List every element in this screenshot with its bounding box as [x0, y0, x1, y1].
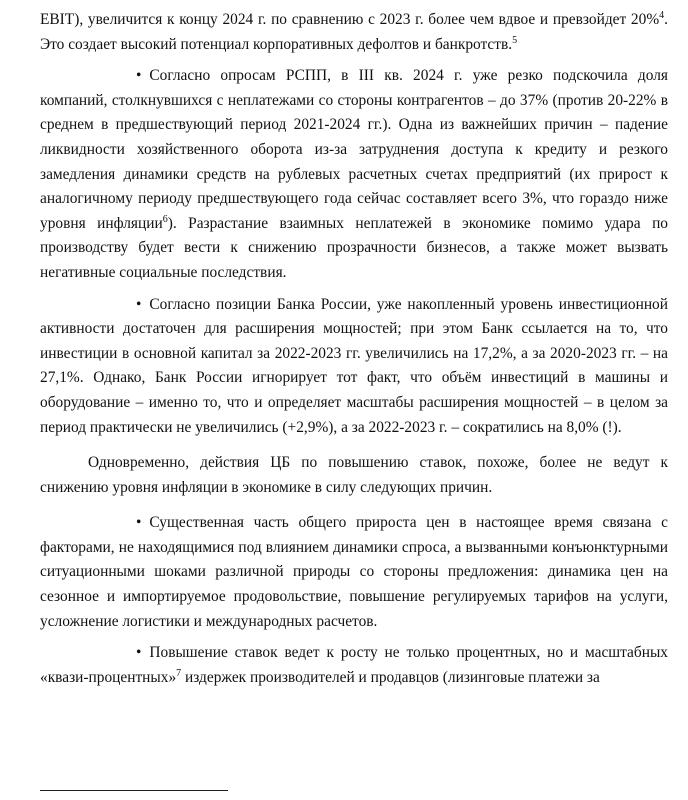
paragraph-text: . Это создает высокий потенциал корпоративных дефолтов и банкротств.	[40, 11, 668, 53]
paragraph-text: ). Разрастание взаимных неплатежей в экономике помимо удара по производству будет вести к снижению прозрачности бизнесов, а также может вызвать негативные социальные последствия.	[40, 214, 668, 281]
bullet-icon: •	[136, 644, 142, 662]
footnote-ref-7[interactable]: 7	[176, 667, 182, 679]
paragraph-text: издержек производителей и продавцов (лизинговые платежи за	[181, 668, 600, 686]
bullet-icon: •	[136, 514, 142, 532]
paragraph-text: Одновременно, действия ЦБ по повышению ставок, похоже, более не ведут к снижению уровня инфляции в экономике в силу следующих причин.	[40, 454, 668, 496]
bullet-supply-shocks	[40, 511, 668, 634]
paragraph-cb-rate-policy	[40, 451, 668, 500]
paragraph-text: Существенная часть общего прироста цен в настоящее время связана с факторами, не находящимися под влиянием динамики спроса, а вызванными конъюнктурными ситуационными шоками различной природы со стороны предложения: динамика цен на сезонное и импортируемое продовольствие, повышение регулируемых тарифов на услуги, усложнение логистики и международных расчетов.	[40, 514, 668, 630]
footnote-separator	[40, 790, 228, 791]
bullet-icon: •	[136, 67, 142, 85]
paragraph-ebit-continuation	[40, 8, 668, 57]
paragraph-text: Повышение ставок ведет к росту не только процентных, но и масштабных «квази-процентных»	[40, 644, 668, 686]
footnote-ref-5[interactable]: 5	[512, 34, 518, 46]
paragraph-text: EBIT), увеличится к концу 2024 г. по сравнению с 2023 г. более чем вдвое и превзойдет 20%	[40, 11, 660, 28]
footnote-ref-6[interactable]: 6	[162, 213, 168, 225]
bullet-quasi-interest-costs	[40, 641, 668, 690]
footnote-ref-4[interactable]: 4	[659, 10, 665, 21]
paragraph-text: Согласно опросам РСПП, в III кв. 2024 г. уже резко подскочила доля компаний, столкнувшихся с неплатежами со стороны контрагентов – до 37% (против 20-22% в среднем в предшествующий период 2021-2024 гг.). Одна из важнейших причин – падение ликвидности хозяйственного оборота из-за затруднения доступа к кредиту и резкого замедления динамики средств на рублевых расчетных счетах предприятий (их прирост к аналогичному периоду предшествующего года сейчас составляет всего 3%, что гораздо ниже уровня инфляции	[40, 67, 668, 232]
bullet-icon: •	[136, 295, 142, 313]
document-page	[40, 8, 668, 690]
bullet-bank-of-russia-position	[40, 293, 668, 441]
paragraph-text: Согласно позиции Банка России, уже накопленный уровень инвестиционной активности достаточен для расширения мощностей; при этом Банк ссылается на то, что инвестиции в основной капитал за 2022-2023 гг. увеличились на 17,2%, а за 2020-2023 гг. – на 27,1%. Однако, Банк России игнорирует тот факт, что объём инвестиций в машины и оборудование – именно то, что и определяет масштабы расширения мощностей – в целом за период практически не увеличились (+2,9%), а за 2022-2023 г. – сократились на 8,0% (!).	[40, 295, 668, 436]
bullet-rspp-survey	[40, 64, 668, 285]
